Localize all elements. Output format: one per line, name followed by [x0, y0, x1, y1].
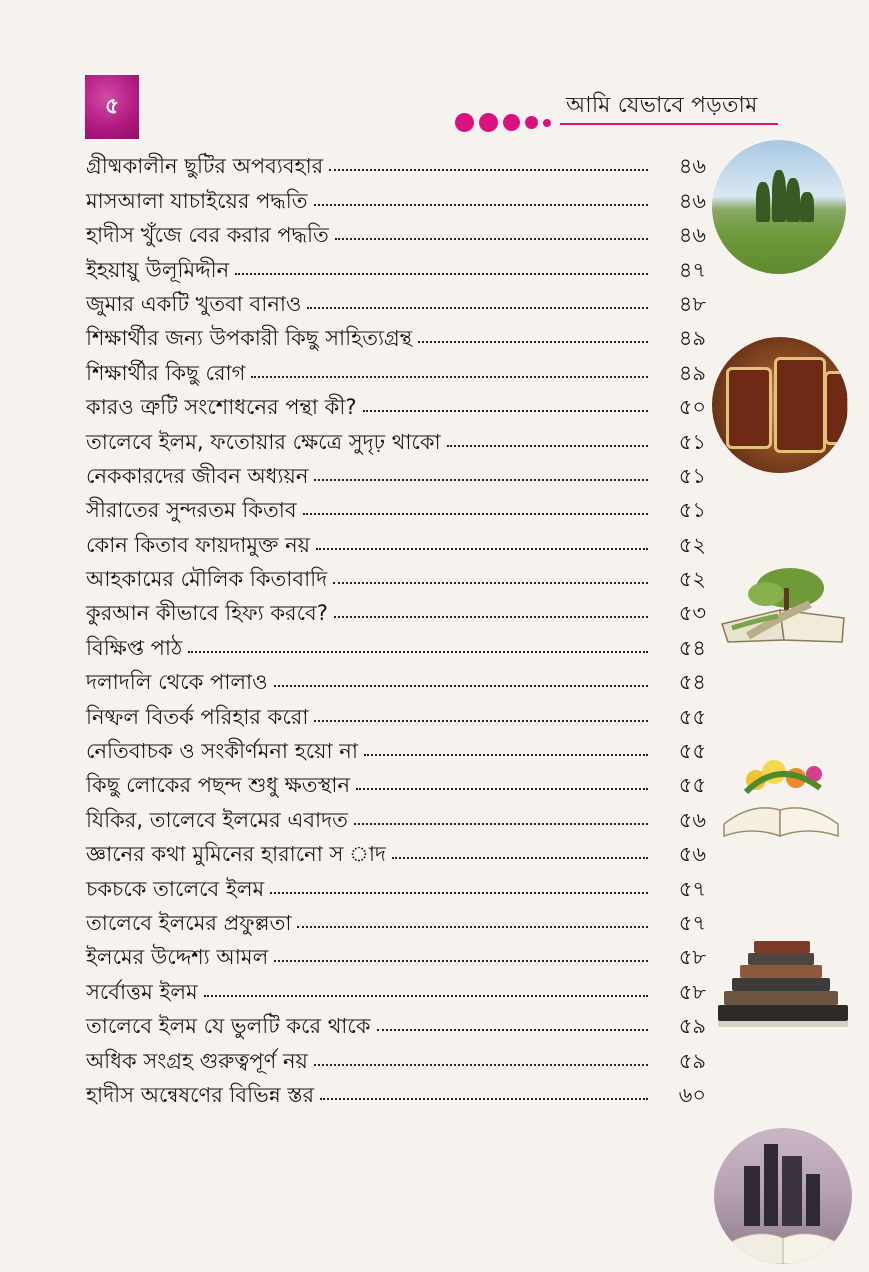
toc-entry-title: যিকির, তালেবে ইলমের এবাদত	[86, 807, 348, 832]
toc-entry[interactable]	[86, 246, 706, 280]
toc-entry-page: ৫১	[678, 429, 706, 454]
toc-entry-title: কিছু লোকের পছন্দ শুধু ক্ষতস্থান	[86, 773, 351, 798]
dot-leader	[307, 307, 648, 309]
toc-entry[interactable]	[86, 900, 706, 934]
dot-leader	[235, 273, 648, 275]
toc-entry-title: জুমার একটি খুতবা বানাও	[86, 291, 302, 316]
dot-leader	[274, 685, 648, 687]
toc-entry[interactable]	[86, 728, 706, 762]
dot-leader	[356, 788, 648, 790]
dot-leader	[333, 582, 648, 584]
dot-leader	[314, 204, 648, 206]
toc-entry-page: ৫৭	[678, 876, 706, 901]
toc-entry-page: ৪৬	[678, 188, 706, 213]
dot-leader	[314, 720, 648, 722]
toc-entry[interactable]	[86, 487, 706, 521]
toc-entry-title: বিক্ষিপ্ত পাঠ	[86, 635, 183, 660]
toc-entry-page: ৫৯	[678, 1048, 706, 1073]
dot-leader	[418, 341, 648, 343]
table-of-contents	[86, 143, 706, 1106]
dot-icon	[525, 116, 538, 129]
field-illustration	[712, 140, 846, 274]
toc-entry-page: ৫৬	[678, 807, 706, 832]
dot-leader	[363, 410, 648, 412]
toc-entry-title: জ্ঞানের কথা মুমিনের হারানো স াদ	[86, 842, 386, 867]
toc-entry[interactable]	[86, 349, 706, 383]
toc-entry-title: গ্রীষ্মকালীন ছুটির অপব্যবহার	[86, 154, 324, 179]
toc-entry[interactable]	[86, 177, 706, 211]
toc-entry-title: আহকামের মৌলিক কিতাবাদি	[86, 567, 328, 592]
toc-entry-title: নিষ্ফল বিতর্ক পরিহার করো	[86, 704, 309, 729]
dot-leader	[354, 823, 648, 825]
toc-entry-page: ৪৯	[678, 326, 706, 351]
toc-entry[interactable]	[86, 865, 706, 899]
toc-entry-page: ৫৫	[678, 739, 706, 764]
dot-icon	[503, 114, 520, 131]
toc-entry-title: কোন কিতাব ফায়দামুক্ত নয়	[86, 532, 310, 557]
dot-icon	[479, 113, 498, 132]
toc-entry[interactable]	[86, 556, 706, 590]
toc-entry-title: শিক্ষার্থীর কিছু রোগ	[86, 360, 246, 385]
toc-entry-title: সর্বোত্তম ইলম	[86, 979, 198, 1004]
toc-entry-page: ৫১	[678, 463, 706, 488]
toc-entry-page: ৫০	[678, 395, 706, 420]
book-stack-illustration	[714, 937, 852, 1029]
toc-entry-page: ৫৫	[678, 704, 706, 729]
ornament-illustration	[712, 337, 848, 473]
toc-entry-title: দলাদলি থেকে পালাও	[86, 670, 268, 695]
toc-entry-page: ৫৪	[678, 635, 706, 660]
toc-entry-title: চকচকে তালেবে ইলম	[86, 876, 265, 901]
toc-entry-page: ৬০	[678, 1082, 706, 1107]
toc-entry-page: ৪৭	[678, 257, 706, 282]
toc-entry-page: ৫৬	[678, 842, 706, 867]
toc-entry-page: ৫২	[678, 567, 706, 592]
toc-entry[interactable]	[86, 418, 706, 452]
open-book-path-illustration	[718, 566, 850, 646]
toc-entry-title: অধিক সংগ্রহ গুরুত্বপূর্ণ নয়	[86, 1048, 308, 1073]
toc-entry-title: তালেবে ইলম, ফতোয়ার ক্ষেত্রে সুদৃঢ় থাকো	[86, 429, 441, 454]
toc-entry-page: ৫৭	[678, 910, 706, 935]
dot-leader	[447, 445, 648, 447]
dot-leader	[392, 857, 648, 859]
toc-entry-title: শিক্ষার্থীর জন্য উপকারী কিছু সাহিত্যগ্রন্থ	[86, 326, 413, 351]
toc-entry-page: ৪৬	[678, 223, 706, 248]
toc-entry[interactable]	[86, 693, 706, 727]
toc-entry-title: তালেবে ইলমের প্রফুল্লতা	[86, 910, 292, 935]
toc-entry-title: হাদীস অন্বেষণের বিভিন্ন স্তর	[86, 1082, 315, 1107]
dot-leader	[314, 1064, 648, 1066]
dot-leader	[320, 1098, 648, 1100]
toc-entry[interactable]	[86, 659, 706, 693]
toc-entry-title: নেতিবাচক ও সংকীর্ণমনা হয়ো না	[86, 739, 358, 764]
dot-leader	[303, 513, 648, 515]
book-title: আমি যেভাবে পড়তাম	[566, 93, 758, 118]
toc-entry-title: ইহয়ায়ু উলূমিদ্দীন	[86, 257, 230, 282]
toc-entry-page: ৫২	[678, 532, 706, 557]
dot-leader	[377, 1029, 648, 1031]
toc-entry-page: ৫৫	[678, 773, 706, 798]
toc-entry[interactable]	[86, 384, 706, 418]
toc-entry-title: হাদীস খুঁজে বের করার পদ্ধতি	[86, 223, 329, 248]
toc-entry[interactable]	[86, 1037, 706, 1071]
dot-leader	[188, 651, 648, 653]
toc-entry[interactable]	[86, 1003, 706, 1037]
toc-entry-page: ৫৮	[678, 979, 706, 1004]
toc-entry-title: তালেবে ইলম যে ভুলটি করে থাকে	[86, 1014, 371, 1039]
dot-leader	[270, 892, 648, 894]
dot-leader	[204, 995, 648, 997]
toc-entry-title: কুরআন কীভাবে হিফ্য করবে?	[86, 601, 328, 626]
toc-entry-page: ৪৯	[678, 360, 706, 385]
toc-entry-page: ৫৯	[678, 1014, 706, 1039]
dot-icon	[543, 119, 551, 127]
toc-entry[interactable]	[86, 968, 706, 1002]
toc-entry-page: ৫৪	[678, 670, 706, 695]
toc-entry[interactable]	[86, 281, 706, 315]
toc-entry[interactable]	[86, 934, 706, 968]
dot-leader	[251, 376, 648, 378]
header-divider	[560, 123, 778, 125]
toc-entry-title: কারও ত্রুটি সংশোধনের পন্থা কী?	[86, 395, 357, 420]
toc-entry-title: সীরাতের সুন্দরতম কিতাব	[86, 498, 297, 523]
open-book-flowers-illustration	[716, 752, 846, 838]
toc-entry[interactable]	[86, 143, 706, 177]
toc-entry[interactable]	[86, 212, 706, 246]
toc-entry[interactable]	[86, 521, 706, 555]
toc-entry[interactable]	[86, 831, 706, 865]
toc-entry-page: ৫৮	[678, 945, 706, 970]
toc-entry-title: নেককারদের জীবন অধ্যয়ন	[86, 463, 309, 488]
dot-leader	[316, 548, 648, 550]
toc-entry[interactable]	[86, 796, 706, 830]
toc-entry[interactable]	[86, 624, 706, 658]
toc-entry[interactable]	[86, 590, 706, 624]
dot-leader	[274, 960, 648, 962]
toc-entry-page: ৫৩	[678, 601, 706, 626]
toc-entry-page: ৪৬	[678, 154, 706, 179]
toc-entry-page: ৪৮	[678, 291, 706, 316]
toc-entry[interactable]	[86, 1072, 706, 1106]
dot-icon	[455, 113, 474, 132]
toc-entry[interactable]	[86, 762, 706, 796]
dot-leader	[314, 479, 648, 481]
dot-leader	[297, 926, 648, 928]
toc-entry-title: ইলমের উদ্দেশ্য আমল	[86, 945, 269, 970]
dot-leader	[364, 754, 648, 756]
dot-leader	[335, 238, 648, 240]
page-number-badge: ৫	[85, 75, 139, 139]
dot-leader	[329, 169, 648, 171]
toc-entry-title: মাসআলা যাচাইয়ের পদ্ধতি	[86, 188, 308, 213]
toc-entry[interactable]	[86, 453, 706, 487]
toc-entry[interactable]	[86, 315, 706, 349]
city-book-illustration	[714, 1128, 852, 1264]
dot-leader	[334, 616, 648, 618]
toc-entry-page: ৫১	[678, 498, 706, 523]
